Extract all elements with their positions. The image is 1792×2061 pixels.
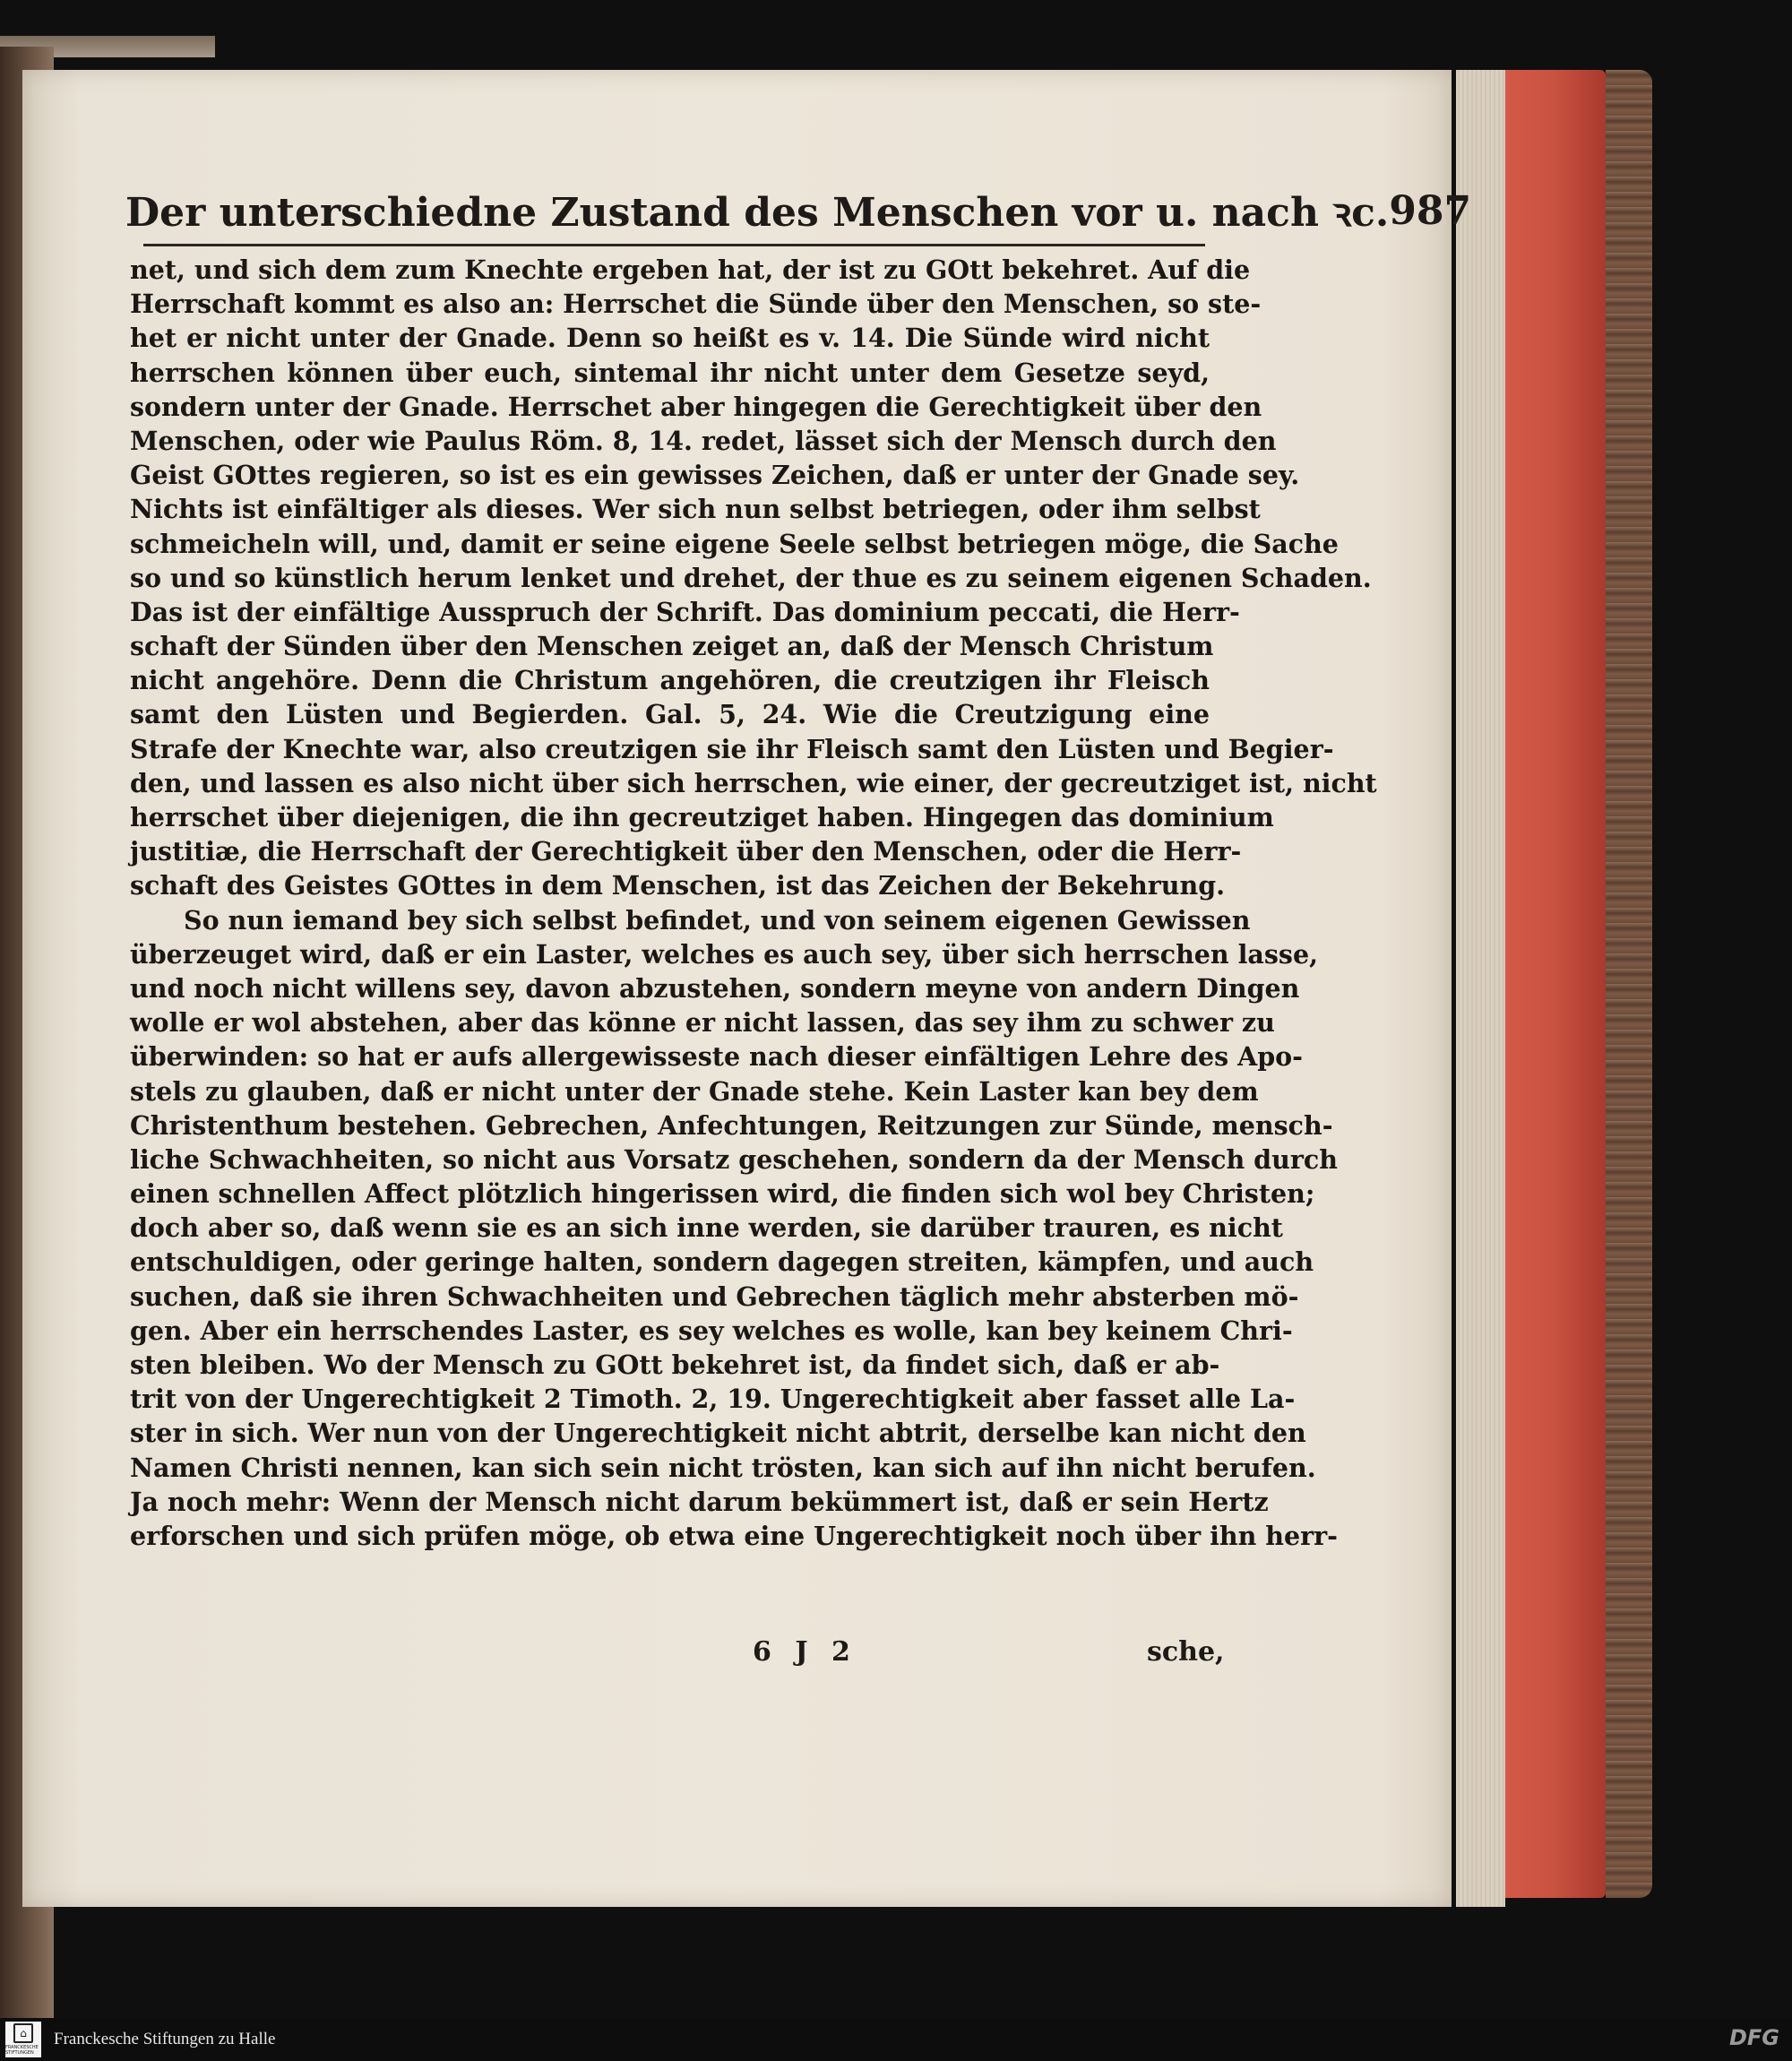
signature-mark: 6 J 2	[753, 1636, 857, 1668]
logo-caption: FRANCKESCHE STIFTUNGEN	[5, 2045, 39, 2056]
dfg-logo[interactable]: DFG	[1728, 2025, 1779, 2050]
text-line: ster in sich. Wer nun von der Ungerechtigkeit nicht abtrit, derselbe kan nicht den	[130, 1418, 1306, 1449]
institution-name[interactable]: Franckesche Stiftungen zu Halle	[54, 2030, 276, 2048]
text-line: Ja noch mehr: Wenn der Mensch nicht darum bekümmert ist, daß er sein Hertz	[130, 1486, 1269, 1517]
footer-bar	[0, 2018, 1792, 2061]
text-line: schmeicheln will, und, damit er seine eigene Seele selbst betriegen möge, die Sache	[130, 528, 1339, 559]
page-edges	[1456, 70, 1505, 1907]
text-line: schaft des Geistes GOttes in dem Menschen, ist das Zeichen der Bekehrung.	[130, 870, 1226, 901]
text-line: Strafe der Knechte war, also creutzigen sie ihr Fleisch samt den Lüsten und Begier-	[130, 733, 1334, 764]
text-line: Das ist der einfältige Ausspruch der Schrift. Das dominium peccati, die Herr-	[130, 596, 1240, 627]
text-line: Namen Christi nennen, kan sich sein nicht trösten, kan sich auf ihn nicht berufen.	[130, 1452, 1316, 1483]
text-line: justitiæ, die Herrschaft der Gerechtigkeit über den Menschen, oder die Herr-	[130, 836, 1242, 867]
running-head	[125, 179, 1472, 242]
text-line: überzeuget wird, daß er ein Laster, welches es auch sey, über sich herrschen lasse,	[130, 938, 1319, 970]
text-line: doch aber so, daß wenn sie es an sich inne werden, sie darüber trauren, es nicht	[130, 1212, 1283, 1244]
text-line: herrschen können über euch, sintemal ihr nicht unter dem Gesetze seyd,	[130, 357, 1210, 388]
text-line: Christenthum bestehen. Gebrechen, Anfechtungen, Reitzungen zur Sünde, mensch-	[130, 1109, 1333, 1141]
text-line: suchen, daß sie ihren Schwachheiten und Gebrechen täglich mehr absterben mö-	[130, 1281, 1299, 1312]
text-line: schaft der Sünden über den Menschen zeiget an, daß der Mensch Christum	[130, 631, 1214, 662]
text-line: trit von der Ungerechtigkeit 2 Timoth. 2, 19. Ungerechtigkeit aber fasset alle La-	[130, 1384, 1296, 1415]
body-text	[130, 253, 1377, 1553]
building-icon: ⌂	[13, 2023, 33, 2043]
text-line: entschuldigen, oder geringe halten, sondern dagegen streiten, kämpfen, und auch	[130, 1246, 1314, 1278]
text-line: liche Schwachheiten, so nicht aus Vorsatz geschehen, sondern da der Mensch durch	[130, 1143, 1338, 1175]
text-line: net, und sich dem zum Knechte ergeben hat, der ist zu GOtt bekehret. Auf die	[130, 254, 1251, 285]
catchword: sche,	[1147, 1636, 1225, 1668]
text-line: herrschet über diejenigen, die ihn gecreutziget haben. Hingegen das dominium	[130, 802, 1274, 832]
text-line: den, und lassen es also nicht über sich herrschen, wie einer, der gecreutziget ist, nicht	[130, 767, 1377, 798]
text-line: und noch nicht willens sey, davon abzustehen, sondern meyne von andern Dingen	[130, 972, 1300, 1004]
text-line: erforschen und sich prüfen möge, ob etwa eine Ungerechtigkeit noch über ihn herr-	[130, 1520, 1338, 1551]
book-right-cover	[1606, 70, 1652, 1898]
text-line: Geist GOttes regieren, so ist es ein gewisses Zeichen, daß er unter der Gnade sey.	[130, 460, 1300, 491]
text-line: samt den Lüsten und Begierden. Gal. 5, 24. Wie die Creutzigung eine	[130, 699, 1210, 730]
institution-logo[interactable]	[5, 2022, 41, 2057]
text-line: stels zu glauben, daß er nicht unter der Gnade stehe. Kein Laster kan bey dem	[130, 1075, 1259, 1107]
running-head-rule	[143, 244, 1205, 246]
text-line: Herrschaft kommt es also an: Herrschet die Sünde über den Menschen, so ste-	[130, 289, 1262, 320]
text-line: nicht angehöre. Denn die Christum angehören, die creutzigen ihr Fleisch	[130, 665, 1210, 696]
text-line: het er nicht unter der Gnade. Denn so heißt es v. 14. Die Sünde wird nicht	[130, 323, 1210, 354]
text-line: überwinden: so hat er aufs allergewisseste nach dieser einfältigen Lehre des Apo-	[130, 1041, 1303, 1073]
text-line: Nichts ist einfältiger als dieses. Wer sich nun selbst betriegen, oder ihm selbst	[130, 494, 1261, 525]
text-line: So nun iemand bey sich selbst befindet, und von seinem eigenen Gewissen	[184, 904, 1251, 936]
text-line: so und so künstlich herum lenket und drehet, der thue es zu seinem eigenen Schaden.	[130, 562, 1372, 593]
page-number: 987	[1389, 187, 1472, 234]
text-line: sten bleiben. Wo der Mensch zu GOtt bekehret ist, da findet sich, daß er ab-	[130, 1350, 1220, 1380]
text-line: einen schnellen Affect plötzlich hingerissen wird, die finden sich wol bey Christen;	[130, 1178, 1315, 1210]
text-line: wolle er wol abstehen, aber das könne er nicht lassen, das sey ihm zu schwer zu	[130, 1007, 1275, 1039]
text-line: sondern unter der Gnade. Herrschet aber hingegen die Gerechtigkeit über den	[130, 391, 1262, 422]
running-head-title: Der unterschiedne Zustand des Menschen vor u. nach ꝛc.	[125, 190, 1390, 236]
text-line: Menschen, oder wie Paulus Röm. 8, 14. redet, lässet sich der Mensch durch den	[130, 425, 1277, 456]
text-line: gen. Aber ein herrschendes Laster, es sey welches es wolle, kan bey keinem Chri-	[130, 1315, 1293, 1346]
